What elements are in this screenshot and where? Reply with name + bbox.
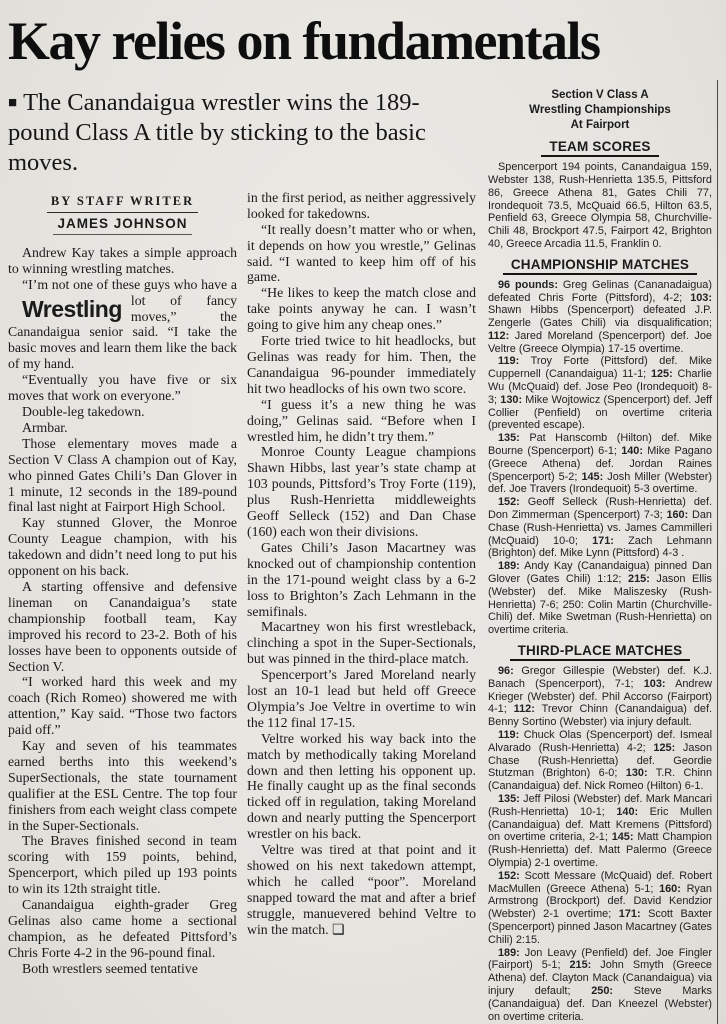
paragraph: Gates Chili’s Jason Macartney was knocked out of championship contention in the 171-pound weight class by a 6-2 loss to Brighton’s Zach Lehmann in the semifinals. [247, 539, 476, 619]
result-paragraph: 189: Andy Kay (Canandaigua) pinned Dan Glover (Gates Chili) 1:12; 215: Jason Ellis (Webster) def. Mike Maliszesky (Rush-Henrietta) 7-6; 250: Colin Martin (Churchville-Chili) def. Mike Swetman (Rush-Henrietta) on overtime criteria. [488, 560, 712, 637]
scoreboard-box [486, 80, 718, 1024]
content-row [8, 80, 718, 1024]
paragraph-with-inset [8, 277, 237, 372]
paragraph: Those elementary moves made a Section V Class A champion out of Kay, who pinned Gates Chili’s Dan Glover in 1 minute, 12 seconds in the 189-pound final last night at Fairport High School. [8, 435, 237, 515]
paragraph: Monroe County League champions Shawn Hibbs, last year’s state champ at 103 pounds, Pittsford’s Troy Forte (119), plus Rush-Henrietta middleweights Geoff Selleck (152) and Dan Chase (160) each won their divisions. [247, 444, 476, 539]
article-subhead [8, 88, 476, 178]
wrestling-standing-head: Wrestling [22, 295, 122, 322]
paragraph: Canandaigua eighth-grader Greg Gelinas also came home a sectional champion, as he defeated Pittsford’s Chris Forte 4-2 in the 96-pound final. [8, 897, 237, 960]
byline-role: BY STAFF WRITER [47, 194, 198, 213]
article-column-1 [8, 190, 237, 977]
article-column-2 [247, 190, 476, 977]
scoreboard-title-line: Section V Class A [551, 89, 649, 102]
paragraph: Kay stunned Glover, the Monroe County League champion, with his takedown and didn’t need long to put his opponent on his back. [8, 515, 237, 579]
paragraph-text: “I’m not one of these guys who [22, 276, 202, 292]
paragraph: Spencerport’s Jared Moreland nearly lost an 10-1 lead but held off Greece Olympia’s Joe Veltre in overtime to win the 112 final 17-15. [247, 667, 476, 730]
scoreboard-title-line: At Fairport [570, 119, 630, 132]
scoreboard-title [488, 88, 712, 133]
paragraph-text: have a lot of fancy moves,” the Canandaigua senior said. “I take the basic moves and learn them like the back of my hand. [8, 276, 238, 372]
paragraph: Both wrestlers seemed tentative [22, 960, 198, 976]
paragraph: Veltre was tired at that point and it showed on his next takedown attempt, which he called “poor”. Moreland snapped toward the mat and after a brief struggle, manuevered behind Veltre to win the match. ❏ [247, 842, 476, 937]
paragraph: Kay and seven of his teammates earned berths into this weekend’s SuperSectionals, the state tournament qualifier at the ESL Centre. The top four finishers from each weight class compete in the Super-Sectionals. [8, 738, 237, 833]
column1-paragraphs [8, 372, 237, 976]
result-paragraph: 96: Gregor Gillespie (Webster) def. K.J. Banach (Spencerport), 7-1; 103: Andrew Krieger (Webster) def. Phil Accorso (Fairport) 4-1; 112: Trevor Chinn (Canandaigua) def. Benny Sortino (Webster) via injury default. [488, 665, 712, 729]
paragraph: Veltre worked his way back into the match by methodically taking Moreland down and then letting his opponent up. He finally caught up as the final seconds ticked off in regulation, taking Moreland down and nearly putting the Spencerport wrestler on his back. [247, 730, 476, 842]
paragraph: “I worked hard this week and my coach (Rich Romeo) showered me with attention,” Kay said. “Those two factors paid off.” [8, 674, 237, 738]
byline-author: JAMES JOHNSON [53, 216, 191, 235]
paragraph: “I guess it’s a new thing he was doing,” Gelinas said. “Before when I wrestled him, he didn’t try them.” [247, 396, 476, 444]
paragraph: “It really doesn’t matter who or when, it depends on how you wrestle,” Gelinas said. “I wanted to keep him off of his game. [247, 221, 476, 285]
championship-matches-section [488, 279, 712, 637]
result-paragraph: 135: Pat Hanscomb (Hilton) def. Mike Bourne (Spencerport) 6-1; 140: Mike Pagano (Greece Athena) def. Jordan Raines (Spencerport) 5-2; 145: Josh Miller (Webster) def. Joe Travers (Irondequoit) 5-3 overtime. [488, 432, 713, 496]
article-headline: Kay relies on fundamentals [8, 11, 600, 71]
byline [8, 192, 237, 235]
championship-matches-heading: CHAMPIONSHIP MATCHES [488, 256, 712, 275]
result-paragraph: 152: Geoff Selleck (Rush-Henrietta) def. Don Zimmerman (Spencerport) 7-3; 160: Dan Chase (Rush-Henrietta) vs. James Cammilleri (McQuaid) 10-0; 171: Zach Lehmann (Brighton) def. Mike Lynn (Pittsford) 4-3 . [488, 496, 712, 560]
paragraph: A starting offensive and defensive lineman on Canandaigua’s state championship football team, Kay improved his record to 23-2. Both of his losses have been to opponents outside of Section V. [8, 578, 237, 674]
result-paragraph: 152: Scott Messare (McQuaid) def. Robert MacMullen (Greece Athena) 5-1; 160: Ryan Armstrong (Brockport) def. David Kendzior (Webster) 2-1 overtime; 171: Scott Baxter (Spencerport) pinned Jason Macartney (Gates Chili) 2:15. [488, 869, 712, 946]
team-scores-section [488, 161, 712, 251]
third-place-matches-section [488, 665, 712, 1023]
scoreboard-title-line: Wrestling Championships [529, 104, 671, 117]
square-bullet-icon: ■ [8, 95, 18, 112]
result-paragraph: 119: Troy Forte (Pittsford) def. Mike Cuppernell (Canandaigua) 11-1; 125: Charlie Wu (McQuaid) def. Jose Peo (Irondequoit) 8-3; 130: Mike Wojtowicz (Spencerport) def. Jeff Collier (Penfield) on overtime criteria (prevented escape). [488, 355, 712, 432]
article-columns [8, 190, 476, 977]
result-paragraph: 119: Chuck Olas (Spencerport) def. Ismeal Alvarado (Rush-Henrietta) 4-2; 125: Jason Chase (Rush-Henrietta) def. Geordie Stutzman (Brighton) 6-0; 130: T.R. Chinn (Canandaigua) def. Nick Romeo (Hilton) 6-1. [488, 729, 713, 793]
third-place-matches-heading: THIRD-PLACE MATCHES [488, 642, 712, 661]
paragraph: Macartney won his first wrestleback, clinching a spot in the Super-Sectionals, but was pinned in the third-place match. [247, 619, 476, 667]
result-paragraph: 96 pounds: Greg Gelinas (Cananadaigua) defeated Chris Forte (Pittsford), 4-2; 103: Shawn Hibbs (Spencerport) defeated J.P. Zengerle (Gates Chili) via disqualification; 112: Jared Moreland (Spencerport) def. Joe Veltre (Greece Olympia) 17-15 overtime. [488, 278, 712, 355]
result-paragraph: 135: Jeff Pilosi (Webster) def. Mark Mancari (Rush-Henrietta) 10-1; 140: Eric Mullen (Canandaigua) def. Matt Kremens (Pittsford) on overtime criteria, 2-1; 145: Matt Champion (Rush-Henrietta) def. Matt Palermo (Greece Olympia) 2-1 overtime. [488, 792, 713, 869]
team-scores-heading: TEAM SCORES [488, 138, 712, 157]
paragraph: Double-leg takedown. [22, 404, 145, 419]
paragraph: in the first period, as neither aggressively looked for takedowns. [247, 189, 476, 221]
subhead-text: The Canandaigua wrestler wins the 189-pound Class A title by sticking to the basic moves. [8, 89, 426, 177]
paragraph: “He likes to keep the match close and take points anyway he can. I wasn’t going to give him any cheap ones.” [247, 285, 476, 333]
paragraph: The Braves finished second in team scoring with 159 points, behind, Spencerport, which piled up 193 points to win its 12th straight title. [8, 833, 237, 897]
paragraph: Armbar. [22, 419, 68, 435]
team-scores-paragraph: Spencerport 194 points, Canandaigua 159, Webster 138, Rush-Henrietta 135.5, Pittsford 86, Greece Athena 81, Gates Chili 77, Irondequoit 73.5, McQuaid 66.5, Hilton 63.5, Penfield 63, Greece Olympia 58, Churchville-Chili 48, Brockport 47.5, Fairport 42, Brighton 40, Greece Arcadia 11.5, Franklin 0. [488, 161, 712, 250]
result-paragraph: 189: Jon Leavy (Penfield) def. Joe Fingler (Fairport) 5-1; 215: John Smyth (Greece Athena) def. Clayton Mack (Canandaigua) via injury default; 250: Steve Marks (Canandaigua) def. Dan Kneezel (Webster) on overtime criteria. [488, 946, 712, 1023]
paragraph: Andrew Kay takes a simple approach to winning wrestling matches. [8, 244, 237, 276]
paragraph: Forte tried twice to hit headlocks, but Gelinas was ready for him. Then, the Canandaigua 96-pounder immediately hit two headlocks of his own two score. [247, 333, 476, 396]
paragraph: “Eventually you have five or six moves that work on everyone.” [8, 372, 237, 404]
article-area [8, 80, 476, 1024]
column2-paragraphs [247, 222, 476, 938]
